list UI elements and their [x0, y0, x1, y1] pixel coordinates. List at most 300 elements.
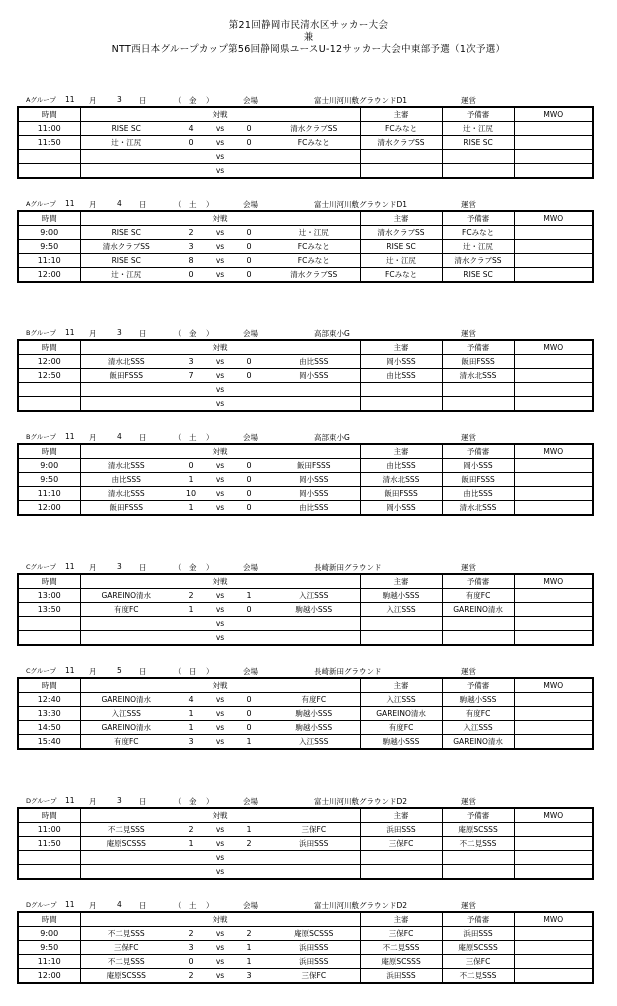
mwo-cell	[514, 865, 593, 880]
time-cell: 15:40	[18, 735, 80, 750]
reserve-referee-cell: 有度FC	[442, 707, 514, 721]
home-score-cell: 4	[172, 693, 210, 707]
table-row	[18, 501, 593, 516]
schedule-block	[17, 560, 592, 646]
col-header-time: 時間	[18, 678, 80, 693]
weekday-value: 土	[189, 200, 197, 209]
day-label: 日	[139, 96, 147, 105]
time-cell	[18, 164, 80, 179]
table-row	[18, 721, 593, 735]
mwo-cell	[514, 383, 593, 397]
home-team-cell: GAREINO清水	[80, 693, 172, 707]
reserve-referee-cell: 清水北SSS	[442, 501, 514, 516]
referee-cell: 不二見SSS	[360, 941, 442, 955]
weekday-value: 日	[189, 667, 197, 676]
schedule-header	[17, 93, 592, 106]
home-score-cell: 1	[172, 501, 210, 516]
away-score-cell: 0	[230, 603, 268, 617]
table-row	[18, 631, 593, 646]
vs-cell: vs	[210, 823, 230, 837]
away-team-cell	[268, 865, 360, 880]
reserve-referee-cell: 岡小SSS	[442, 459, 514, 473]
table-row	[18, 369, 593, 383]
weekday-close-paren: ）	[206, 96, 214, 105]
schedule-header	[17, 664, 592, 677]
mwo-cell	[514, 226, 593, 240]
away-team-cell: 辻・江尻	[268, 226, 360, 240]
mwo-cell	[514, 955, 593, 969]
reserve-referee-cell	[442, 631, 514, 646]
away-score-cell: 0	[230, 369, 268, 383]
weekday-open-paren: （	[174, 200, 182, 209]
home-score-cell: 10	[172, 487, 210, 501]
organizer-label: 運営	[461, 433, 476, 442]
col-header-referee: 主審	[360, 211, 442, 226]
home-team-cell: RISE SC	[80, 254, 172, 268]
month-label: 月	[89, 200, 97, 209]
time-cell: 9:50	[18, 240, 80, 254]
vs-cell: vs	[210, 721, 230, 735]
home-score-cell: 8	[172, 254, 210, 268]
col-header-match: 対戦	[80, 107, 360, 122]
away-team-cell: 三保FC	[268, 969, 360, 984]
month-value: 11	[65, 199, 75, 208]
away-team-cell: 有度FC	[268, 693, 360, 707]
venue-value: 富士川河川敷グラウンドD1	[314, 200, 408, 209]
venue-label: 会場	[243, 797, 258, 806]
vs-cell: vs	[210, 955, 230, 969]
table-header-row	[18, 211, 593, 226]
home-team-cell	[80, 150, 172, 164]
col-header-reserve: 予備審	[442, 678, 514, 693]
home-team-cell: 庵原SCSSS	[80, 837, 172, 851]
away-score-cell: 0	[230, 268, 268, 283]
referee-cell: 岡小SSS	[360, 355, 442, 369]
match-table	[17, 911, 594, 984]
reserve-referee-cell: 不二見SSS	[442, 837, 514, 851]
home-team-cell	[80, 631, 172, 646]
reserve-referee-cell: 清水北SSS	[442, 369, 514, 383]
day-value: 3	[117, 328, 122, 337]
venue-value: 富士川河川敷グラウンドD2	[314, 901, 408, 910]
col-header-mwo: MWO	[514, 340, 593, 355]
group-label: Aグループ	[26, 96, 56, 104]
away-team-cell: 三保FC	[268, 823, 360, 837]
away-team-cell: 浜田SSS	[268, 941, 360, 955]
organizer-label: 運営	[461, 901, 476, 910]
col-header-referee: 主審	[360, 678, 442, 693]
vs-cell: vs	[210, 631, 230, 646]
away-score-cell: 0	[230, 473, 268, 487]
home-team-cell: 清水北SSS	[80, 487, 172, 501]
away-score-cell: 0	[230, 721, 268, 735]
home-team-cell: 庵原SCSSS	[80, 969, 172, 984]
home-team-cell: 三保FC	[80, 941, 172, 955]
reserve-referee-cell	[442, 164, 514, 179]
vs-cell: vs	[210, 589, 230, 603]
time-cell: 14:50	[18, 721, 80, 735]
group-label: Bグループ	[26, 329, 56, 337]
time-cell	[18, 617, 80, 631]
day-value: 3	[117, 796, 122, 805]
organizer-label: 運営	[461, 329, 476, 338]
reserve-referee-cell	[442, 383, 514, 397]
weekday-value: 金	[189, 96, 197, 105]
weekday-value: 金	[189, 797, 197, 806]
schedule-header	[17, 794, 592, 807]
away-score-cell: 0	[230, 122, 268, 136]
mwo-cell	[514, 851, 593, 865]
referee-cell: 清水北SSS	[360, 473, 442, 487]
month-label: 月	[89, 96, 97, 105]
referee-cell: RISE SC	[360, 240, 442, 254]
reserve-referee-cell	[442, 397, 514, 412]
col-header-reserve: 予備審	[442, 912, 514, 927]
time-cell	[18, 851, 80, 865]
weekday-value: 土	[189, 433, 197, 442]
col-header-referee: 主審	[360, 912, 442, 927]
home-team-cell	[80, 164, 172, 179]
referee-cell: 三保FC	[360, 837, 442, 851]
col-header-mwo: MWO	[514, 808, 593, 823]
col-header-time: 時間	[18, 340, 80, 355]
referee-cell: 辻・江尻	[360, 254, 442, 268]
table-header-row	[18, 912, 593, 927]
month-value: 11	[65, 95, 75, 104]
vs-cell: vs	[210, 617, 230, 631]
time-cell	[18, 631, 80, 646]
home-score-cell: 2	[172, 969, 210, 984]
referee-cell: 清水クラブSS	[360, 226, 442, 240]
away-team-cell: 由比SSS	[268, 501, 360, 516]
vs-cell: vs	[210, 603, 230, 617]
table-row	[18, 735, 593, 750]
vs-cell: vs	[210, 226, 230, 240]
table-row	[18, 226, 593, 240]
away-score-cell: 0	[230, 487, 268, 501]
home-score-cell: 0	[172, 459, 210, 473]
table-header-row	[18, 340, 593, 355]
day-label: 日	[139, 901, 147, 910]
away-team-cell: 入江SSS	[268, 589, 360, 603]
month-value: 11	[65, 666, 75, 675]
home-team-cell: 辻・江尻	[80, 268, 172, 283]
mwo-cell	[514, 268, 593, 283]
mwo-cell	[514, 164, 593, 179]
referee-cell	[360, 383, 442, 397]
reserve-referee-cell: 三保FC	[442, 955, 514, 969]
referee-cell: 入江SSS	[360, 603, 442, 617]
col-header-reserve: 予備審	[442, 211, 514, 226]
col-header-mwo: MWO	[514, 678, 593, 693]
col-header-mwo: MWO	[514, 211, 593, 226]
venue-value: 富士川河川敷グラウンドD1	[314, 96, 408, 105]
home-score-cell: 0	[172, 268, 210, 283]
away-score-cell: 1	[230, 941, 268, 955]
table-row	[18, 164, 593, 179]
mwo-cell	[514, 487, 593, 501]
schedule-header	[17, 326, 592, 339]
col-header-time: 時間	[18, 211, 80, 226]
table-row	[18, 865, 593, 880]
mwo-cell	[514, 837, 593, 851]
day-label: 日	[139, 433, 147, 442]
referee-cell: 三保FC	[360, 927, 442, 941]
reserve-referee-cell: GAREINO清水	[442, 603, 514, 617]
day-label: 日	[139, 797, 147, 806]
time-cell	[18, 150, 80, 164]
table-row	[18, 693, 593, 707]
organizer-label: 運営	[461, 96, 476, 105]
vs-cell: vs	[210, 969, 230, 984]
vs-cell: vs	[210, 164, 230, 179]
day-value: 4	[117, 900, 122, 909]
table-row	[18, 955, 593, 969]
venue-value: 長崎新田グラウンド	[314, 563, 382, 572]
col-header-referee: 主審	[360, 808, 442, 823]
weekday-value: 金	[189, 329, 197, 338]
away-score-cell	[230, 865, 268, 880]
mwo-cell	[514, 941, 593, 955]
vs-cell: vs	[210, 693, 230, 707]
table-row	[18, 473, 593, 487]
col-header-mwo: MWO	[514, 574, 593, 589]
schedule-block	[17, 898, 592, 984]
table-row	[18, 927, 593, 941]
away-team-cell: 岡小SSS	[268, 369, 360, 383]
mwo-cell	[514, 721, 593, 735]
time-cell: 9:50	[18, 941, 80, 955]
mwo-cell	[514, 459, 593, 473]
schedule-block	[17, 430, 592, 516]
match-table	[17, 677, 594, 750]
col-header-match: 対戦	[80, 340, 360, 355]
away-score-cell: 0	[230, 254, 268, 268]
day-label: 日	[139, 563, 147, 572]
away-team-cell	[268, 617, 360, 631]
away-score-cell	[230, 397, 268, 412]
home-score-cell: 4	[172, 122, 210, 136]
day-value: 4	[117, 432, 122, 441]
vs-cell: vs	[210, 941, 230, 955]
col-header-match: 対戦	[80, 912, 360, 927]
away-score-cell	[230, 631, 268, 646]
col-header-mwo: MWO	[514, 444, 593, 459]
referee-cell	[360, 851, 442, 865]
venue-label: 会場	[243, 96, 258, 105]
time-cell: 11:10	[18, 487, 80, 501]
referee-cell	[360, 164, 442, 179]
organizer-label: 運営	[461, 563, 476, 572]
away-team-cell: 浜田SSS	[268, 955, 360, 969]
home-team-cell: 飯田FSSS	[80, 501, 172, 516]
home-team-cell: 清水クラブSS	[80, 240, 172, 254]
away-team-cell	[268, 150, 360, 164]
month-label: 月	[89, 667, 97, 676]
mwo-cell	[514, 969, 593, 984]
away-score-cell	[230, 150, 268, 164]
month-label: 月	[89, 797, 97, 806]
home-score-cell	[172, 617, 210, 631]
vs-cell: vs	[210, 136, 230, 150]
home-team-cell: RISE SC	[80, 226, 172, 240]
away-team-cell: 駒越小SSS	[268, 603, 360, 617]
col-header-referee: 主審	[360, 107, 442, 122]
away-team-cell: FCみなと	[268, 254, 360, 268]
col-header-match: 対戦	[80, 678, 360, 693]
away-team-cell: FCみなと	[268, 136, 360, 150]
month-value: 11	[65, 562, 75, 571]
reserve-referee-cell: RISE SC	[442, 268, 514, 283]
time-cell: 13:00	[18, 589, 80, 603]
table-row	[18, 603, 593, 617]
reserve-referee-cell: 辻・江尻	[442, 240, 514, 254]
month-label: 月	[89, 433, 97, 442]
schedule-block	[17, 93, 592, 179]
schedule-header	[17, 430, 592, 443]
table-row	[18, 459, 593, 473]
month-label: 月	[89, 563, 97, 572]
time-cell	[18, 865, 80, 880]
referee-cell: 入江SSS	[360, 693, 442, 707]
weekday-close-paren: ）	[206, 901, 214, 910]
vs-cell: vs	[210, 487, 230, 501]
weekday-open-paren: （	[174, 329, 182, 338]
away-team-cell	[268, 164, 360, 179]
home-score-cell	[172, 865, 210, 880]
venue-value: 高部東小G	[314, 329, 350, 338]
away-team-cell	[268, 383, 360, 397]
home-team-cell: GAREINO清水	[80, 721, 172, 735]
away-team-cell: 岡小SSS	[268, 473, 360, 487]
table-row	[18, 823, 593, 837]
home-score-cell: 3	[172, 941, 210, 955]
weekday-open-paren: （	[174, 563, 182, 572]
mwo-cell	[514, 823, 593, 837]
table-row	[18, 383, 593, 397]
month-label: 月	[89, 329, 97, 338]
time-cell: 11:10	[18, 955, 80, 969]
away-score-cell: 1	[230, 955, 268, 969]
away-score-cell: 1	[230, 735, 268, 750]
reserve-referee-cell: 由比SSS	[442, 487, 514, 501]
schedule-block	[17, 197, 592, 283]
day-label: 日	[139, 329, 147, 338]
col-header-referee: 主審	[360, 574, 442, 589]
month-value: 11	[65, 900, 75, 909]
away-team-cell: 庵原SCSSS	[268, 927, 360, 941]
time-cell: 12:00	[18, 355, 80, 369]
away-score-cell: 0	[230, 707, 268, 721]
weekday-close-paren: ）	[206, 797, 214, 806]
mwo-cell	[514, 501, 593, 516]
weekday-close-paren: ）	[206, 329, 214, 338]
table-row	[18, 487, 593, 501]
day-label: 日	[139, 667, 147, 676]
home-score-cell: 3	[172, 735, 210, 750]
reserve-referee-cell: 有度FC	[442, 589, 514, 603]
time-cell: 13:50	[18, 603, 80, 617]
home-team-cell	[80, 397, 172, 412]
title-line-3: NTT西日本グループカップ第56回静岡県ユースU-12サッカー大会中東部予選（1次予選）	[111, 44, 506, 55]
table-row	[18, 254, 593, 268]
reserve-referee-cell: FCみなと	[442, 226, 514, 240]
reserve-referee-cell: 飯田FSSS	[442, 473, 514, 487]
day-value: 4	[117, 199, 122, 208]
col-header-reserve: 予備審	[442, 340, 514, 355]
home-team-cell: 不二見SSS	[80, 823, 172, 837]
away-team-cell: 駒越小SSS	[268, 721, 360, 735]
mwo-cell	[514, 397, 593, 412]
referee-cell: 有度FC	[360, 721, 442, 735]
time-cell: 9:00	[18, 226, 80, 240]
mwo-cell	[514, 693, 593, 707]
reserve-referee-cell: 清水クラブSS	[442, 254, 514, 268]
table-row	[18, 136, 593, 150]
home-score-cell	[172, 631, 210, 646]
match-table	[17, 210, 594, 283]
away-score-cell: 2	[230, 927, 268, 941]
away-team-cell: 入江SSS	[268, 735, 360, 750]
referee-cell: 駒越小SSS	[360, 735, 442, 750]
col-header-time: 時間	[18, 912, 80, 927]
home-score-cell: 1	[172, 603, 210, 617]
weekday-close-paren: ）	[206, 200, 214, 209]
time-cell	[18, 383, 80, 397]
home-score-cell	[172, 164, 210, 179]
month-value: 11	[65, 432, 75, 441]
table-row	[18, 617, 593, 631]
mwo-cell	[514, 240, 593, 254]
match-table	[17, 807, 594, 880]
table-header-row	[18, 678, 593, 693]
reserve-referee-cell: 庵原SCSSS	[442, 823, 514, 837]
referee-cell	[360, 397, 442, 412]
home-score-cell: 2	[172, 226, 210, 240]
home-score-cell: 2	[172, 927, 210, 941]
time-cell: 12:00	[18, 969, 80, 984]
table-row	[18, 355, 593, 369]
home-team-cell: 不二見SSS	[80, 927, 172, 941]
col-header-time: 時間	[18, 808, 80, 823]
mwo-cell	[514, 473, 593, 487]
table-row	[18, 851, 593, 865]
reserve-referee-cell	[442, 865, 514, 880]
col-header-time: 時間	[18, 574, 80, 589]
title-line-1: 第21回静岡市民清水区サッカー大会	[228, 20, 389, 31]
away-team-cell	[268, 631, 360, 646]
home-team-cell: RISE SC	[80, 122, 172, 136]
table-header-row	[18, 808, 593, 823]
schedule-block	[17, 326, 592, 412]
col-header-mwo: MWO	[514, 107, 593, 122]
time-cell: 11:50	[18, 136, 80, 150]
home-score-cell: 0	[172, 136, 210, 150]
time-cell: 9:00	[18, 459, 80, 473]
home-score-cell	[172, 851, 210, 865]
home-score-cell: 2	[172, 589, 210, 603]
time-cell: 12:50	[18, 369, 80, 383]
venue-label: 会場	[243, 200, 258, 209]
vs-cell: vs	[210, 735, 230, 750]
venue-value: 長崎新田グラウンド	[314, 667, 382, 676]
time-cell: 11:00	[18, 823, 80, 837]
home-team-cell: 辻・江尻	[80, 136, 172, 150]
away-team-cell	[268, 851, 360, 865]
vs-cell: vs	[210, 369, 230, 383]
home-score-cell: 1	[172, 473, 210, 487]
vs-cell: vs	[210, 459, 230, 473]
